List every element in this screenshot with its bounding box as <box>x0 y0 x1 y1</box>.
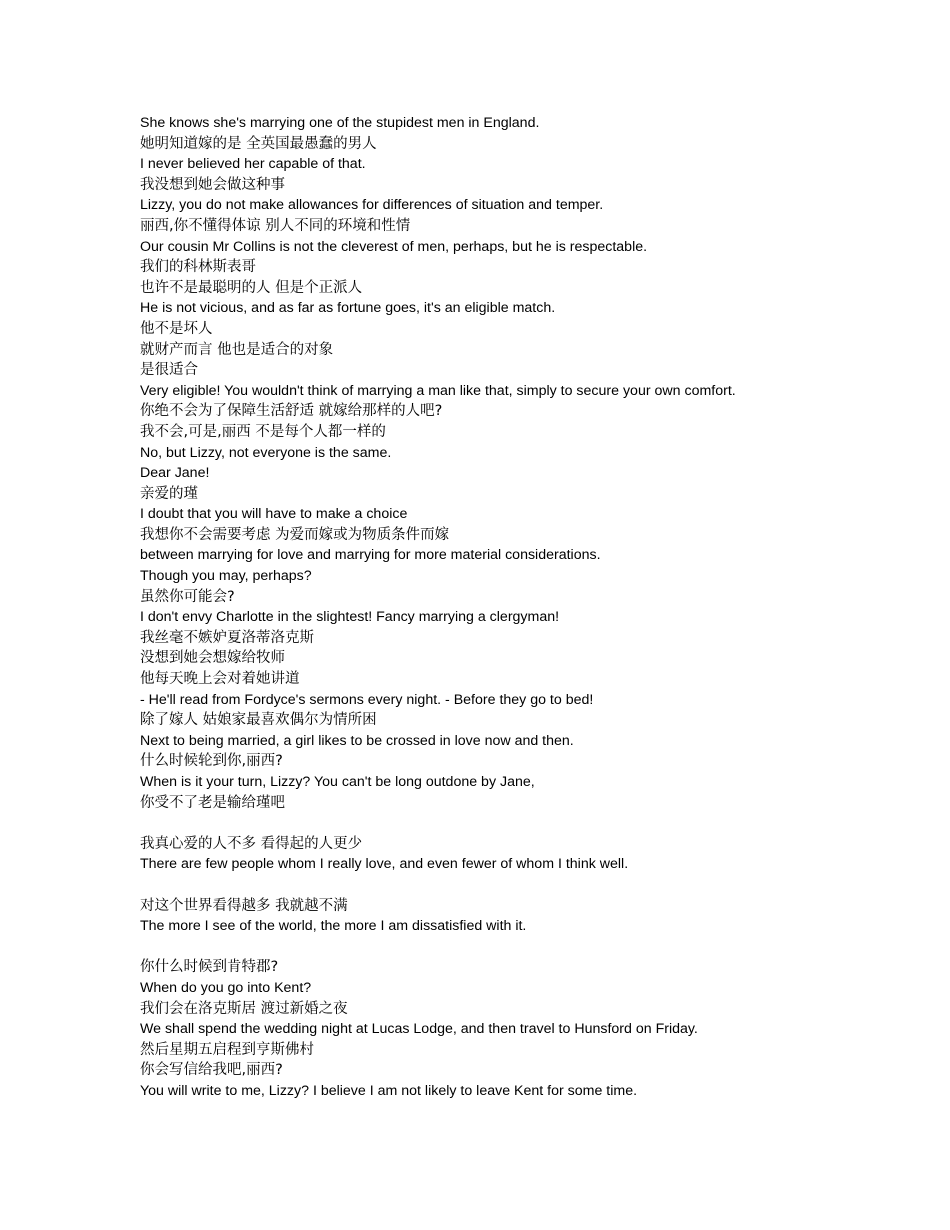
chinese-subtitle-line: 然后星期五启程到亨斯佛村 <box>140 1041 314 1058</box>
chinese-subtitle-line: 对这个世界看得越多 我就越不满 <box>140 897 348 914</box>
english-subtitle-line: Our cousin Mr Collins is not the cleverest of men, perhaps, but he is respectable. <box>140 238 648 255</box>
chinese-subtitle-line: 是很适合 <box>140 362 198 379</box>
english-subtitle-line: She knows she's marrying one of the stupidest men in England. <box>140 115 540 131</box>
chinese-subtitle-line: 丽西,你不懂得体谅 别人不同的环境和性情 <box>140 217 411 234</box>
chinese-subtitle-line: 亲爱的瑾 <box>140 485 198 502</box>
chinese-subtitle-line: 除了嫁人 姑娘家最喜欢偶尔为情所困 <box>140 712 377 729</box>
english-subtitle-line: No, but Lizzy, not everyone is the same. <box>140 444 392 461</box>
chinese-subtitle-line: 我们的科林斯表哥 <box>140 259 256 276</box>
english-subtitle-line: He is not vicious, and as far as fortune goes, it's an eligible match. <box>140 300 556 317</box>
chinese-subtitle-line: 什么时候轮到你,丽西? <box>140 753 283 770</box>
english-subtitle-line: between marrying for love and marrying for more material considerations. <box>140 547 601 564</box>
english-subtitle-line: Though you may, perhaps? <box>140 568 312 585</box>
english-subtitle-line: Dear Jane! <box>140 465 210 482</box>
english-subtitle-line: I don't envy Charlotte in the slightest! Fancy marrying a clergyman! <box>140 609 560 626</box>
blank-line <box>140 937 920 958</box>
chinese-subtitle-line: 也许不是最聪明的人 但是个正派人 <box>140 279 363 296</box>
chinese-subtitle-line: 我丝毫不嫉妒夏洛蒂洛克斯 <box>140 629 314 646</box>
chinese-subtitle-line: 她明知道嫁的是 全英国最愚蠢的男人 <box>140 135 377 152</box>
blank-line <box>140 813 920 834</box>
subtitle-text-block <box>140 113 920 1102</box>
english-subtitle-line: Lizzy, you do not make allowances for differences of situation and temper. <box>140 197 604 214</box>
english-subtitle-line: You will write to me, Lizzy? I believe I am not likely to leave Kent for some time. <box>140 1082 638 1099</box>
english-subtitle-line: There are few people whom I really love, and even fewer of whom I think well. <box>140 856 629 873</box>
english-subtitle-line: When do you go into Kent? <box>140 979 312 996</box>
english-subtitle-line: We shall spend the wedding night at Lucas Lodge, and then travel to Hunsford on Friday. <box>140 1021 698 1038</box>
chinese-subtitle-line: 你什么时候到肯特郡? <box>140 959 279 976</box>
english-subtitle-line: - He'll read from Fordyce's sermons every night. - Before they go to bed! <box>140 691 594 708</box>
english-subtitle-line: The more I see of the world, the more I am dissatisfied with it. <box>140 918 527 935</box>
chinese-subtitle-line: 你会写信给我吧,丽西? <box>140 1062 283 1079</box>
chinese-subtitle-line: 就财产而言 他也是适合的对象 <box>140 341 334 358</box>
chinese-subtitle-line: 他不是坏人 <box>140 320 213 337</box>
chinese-subtitle-line: 他每天晚上会对着她讲道 <box>140 671 300 688</box>
chinese-subtitle-line: 我没想到她会做这种事 <box>140 176 285 193</box>
chinese-subtitle-line: 你受不了老是输给瑾吧 <box>140 794 285 811</box>
chinese-subtitle-line: 虽然你可能会? <box>140 588 235 605</box>
chinese-subtitle-line: 我真心爱的人不多 看得起的人更少 <box>140 835 363 852</box>
english-subtitle-line: I never believed her capable of that. <box>140 156 366 173</box>
chinese-subtitle-line: 你绝不会为了保障生活舒适 就嫁给那样的人吧? <box>140 403 443 420</box>
chinese-subtitle-line: 我不会,可是,丽西 不是每个人都一样的 <box>140 423 386 440</box>
chinese-subtitle-line: 我们会在洛克斯居 渡过新婚之夜 <box>140 1000 348 1017</box>
english-subtitle-line: When is it your turn, Lizzy? You can't be long outdone by Jane, <box>140 774 535 790</box>
english-subtitle-line: I doubt that you will have to make a choice <box>140 506 408 523</box>
english-subtitle-line: Next to being married, a girl likes to be crossed in love now and then. <box>140 732 574 749</box>
english-subtitle-line: Very eligible! You wouldn't think of marrying a man like that, simply to secure your own comfort. <box>140 382 736 399</box>
chinese-subtitle-line: 没想到她会想嫁给牧师 <box>140 650 285 667</box>
blank-line <box>140 875 920 896</box>
chinese-subtitle-line: 我想你不会需要考虑 为爱而嫁或为物质条件而嫁 <box>140 526 450 543</box>
